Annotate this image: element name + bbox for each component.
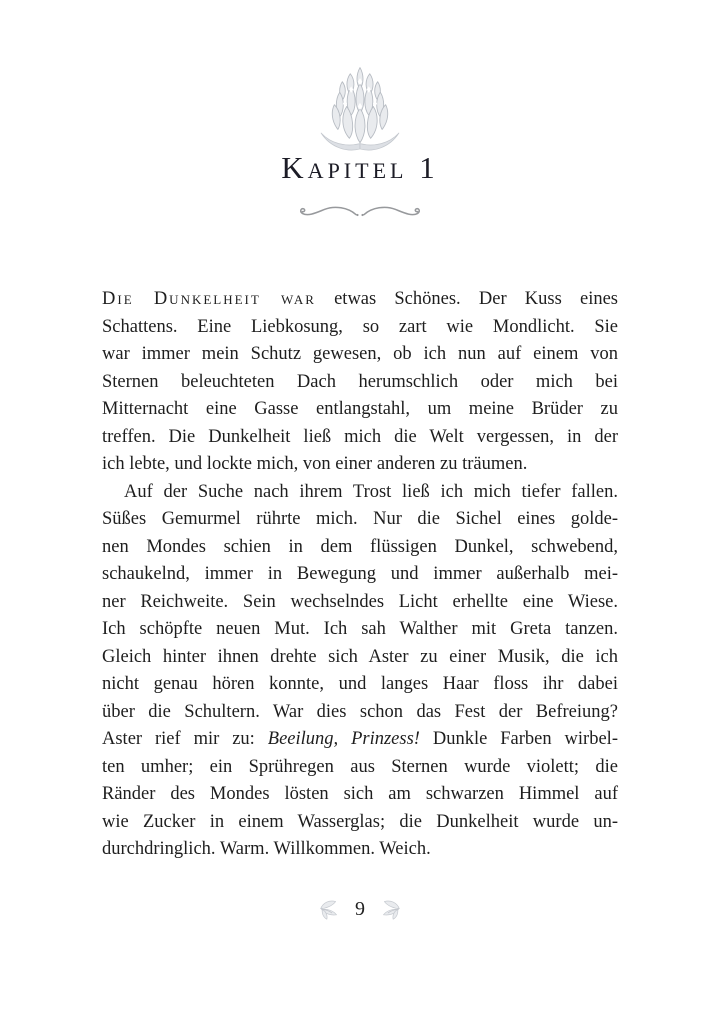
leaf-ornament-right-icon [379, 898, 402, 921]
text-line [102, 479, 618, 507]
text-line [102, 286, 618, 314]
text-line [102, 726, 618, 754]
text-line [102, 809, 618, 837]
text-segment: ner Reichweite. Sein wechselndes Licht erhellte eine Wiese. [102, 591, 618, 612]
text-segment: treffen. Die Dunkelheit ließ mich die Welt vergessen, in der [102, 426, 618, 447]
thistle-ornament-icon [314, 64, 406, 156]
paragraph [102, 286, 618, 479]
text-segment: Ränder des Mondes lösten sich am schwarzen Himmel auf [102, 784, 618, 804]
text-line [102, 424, 618, 452]
text-segment: Auf der Suche nach ihrem Trost ließ ich mich tiefer fallen. [124, 481, 618, 502]
page-footer [0, 898, 720, 921]
text-line [102, 451, 618, 479]
leaf-ornament-left-icon [318, 898, 341, 921]
text-segment: ten umher; ein Sprühregen aus Sternen wurde violett; die [102, 756, 618, 777]
text-line [102, 754, 618, 782]
text-line [102, 369, 618, 397]
text-line [102, 534, 618, 562]
text-segment: durchdringlich. Warm. Willkommen. Weich. [102, 839, 431, 859]
text-segment: war immer mein Schutz gewesen, ob ich nun auf einem von [102, 344, 618, 364]
text-line [102, 836, 618, 864]
page-number: 9 [355, 898, 365, 920]
text-segment: Dunkle Farben wirbel- [419, 729, 618, 749]
italic-text: Beeilung, Prinzess! [267, 729, 420, 749]
text-line [102, 671, 618, 699]
text-segment: etwas Schönes. Der Kuss eines [315, 289, 618, 309]
text-line [102, 781, 618, 809]
text-segment: Ich schöpfte neuen Mut. Ich sah Walther mit Greta tanzen. [102, 619, 618, 639]
text-segment: nen Mondes schien in dem flüssigen Dunkel, schwebend, [102, 536, 618, 557]
text-segment: Süßes Gemurmel rührte mich. Nur die Sichel eines golde- [102, 509, 618, 529]
text-segment: Aster rief mir zu: [102, 729, 268, 749]
text-line [102, 396, 618, 424]
text-segment: über die Schultern. War dies schon das Fest der Befreiung? [102, 701, 618, 722]
text-segment: schaukelnd, immer in Bewegung und immer außerhalb mei- [102, 564, 618, 584]
text-segment: Gleich hinter ihnen drehte sich Aster zu einer Musik, die ich [102, 646, 618, 667]
body-text [102, 286, 618, 864]
smallcaps-text: Die Dunkelheit war [102, 289, 316, 309]
text-segment: Sternen beleuchteten Dach herumschlich oder mich bei [102, 371, 618, 392]
text-segment: ich lebte, und lockte mich, von einer anderen zu träumen. [102, 454, 528, 474]
text-line [102, 644, 618, 672]
text-line [102, 506, 618, 534]
swash-divider-icon [297, 202, 423, 222]
text-line [102, 561, 618, 589]
text-line [102, 589, 618, 617]
text-segment: Schattens. Eine Liebkosung, so zart wie Mondlicht. Sie [102, 316, 618, 337]
text-line [102, 341, 618, 369]
text-segment: nicht genau hören konnte, und langes Haar floss ihr dabei [102, 674, 618, 694]
text-segment: Mitternacht eine Gasse entlangstahl, um meine Brüder zu [102, 399, 618, 419]
text-line [102, 616, 618, 644]
text-segment: wie Zucker in einem Wasserglas; die Dunkelheit wurde un- [102, 811, 618, 832]
paragraph [102, 479, 618, 864]
text-line [102, 699, 618, 727]
text-line [102, 314, 618, 342]
chapter-heading: Kapitel 1 [281, 150, 439, 185]
